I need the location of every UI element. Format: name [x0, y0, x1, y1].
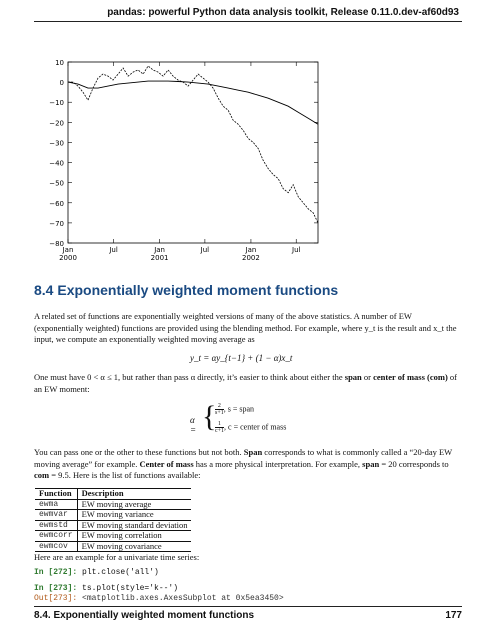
x-tick-label: Jul: [109, 246, 118, 254]
y-tick-label: 10: [55, 59, 64, 67]
function-description: EW moving standard deviation: [77, 520, 191, 531]
y-tick-label: −50: [49, 179, 64, 188]
code-output-273: [34, 594, 284, 603]
case-com: [215, 421, 286, 434]
term-com: com: [34, 470, 50, 480]
code-input-272: [34, 568, 159, 577]
output-text: <matplotlib.axes.AxesSubplot at 0x5ea3450>: [77, 594, 284, 603]
text: = 9.5. Here is the list of functions available:: [49, 470, 201, 480]
column-header: Description: [77, 489, 191, 500]
table-header-row: [35, 489, 191, 500]
y-tick-label: −40: [49, 159, 64, 168]
plot-frame: [68, 62, 318, 243]
y-tick-label: 0: [59, 79, 64, 88]
text: corresponds to what is commonly called a “20-day EW moving average” for example.: [34, 447, 453, 469]
code-text: plt.close('all'): [77, 568, 159, 577]
input-prompt: In [272]:: [34, 568, 78, 577]
section-title: 8.4 Exponentially weighted moment functions: [34, 282, 339, 298]
table-row: [35, 541, 191, 552]
term-span: span: [362, 458, 380, 469]
x-tick-label: 2002: [242, 254, 260, 262]
y-tick-label: −10: [49, 99, 64, 108]
text: has a more physical interpretation. For example,: [193, 458, 363, 469]
footer-section-name: 8.4. Exponentially weighted moment functions: [34, 610, 255, 621]
y-tick-label: −20: [49, 119, 64, 128]
term-com: center of mass (com): [373, 372, 448, 382]
table-row: [35, 510, 191, 521]
function-name: ewmcorr: [35, 531, 77, 542]
time-series-chart: [28, 54, 328, 269]
example-intro: Here are an example for a univariate time series:: [34, 552, 200, 562]
term-com: Center of mass: [139, 458, 194, 469]
x-tick-label: Jan: [154, 246, 165, 254]
x-tick-label: Jan: [245, 246, 257, 254]
case-span: [215, 403, 254, 416]
y-tick-label: −60: [49, 199, 64, 208]
y-tick-label: −70: [49, 219, 64, 228]
function-description: EW moving variance: [77, 510, 191, 521]
code-input-273: [34, 584, 178, 593]
fraction: $\frac{2}{s+1}$: [215, 403, 224, 416]
text: of an EW moment:: [34, 372, 458, 394]
fraction: $\frac{1}{c+1}$: [215, 421, 225, 434]
text: You can pass one or the other to these functions but not both.: [34, 447, 244, 457]
x-tick-label: Jul: [292, 246, 301, 254]
x-tick-label: 2000: [59, 254, 77, 262]
output-prompt: Out[273]:: [34, 594, 78, 603]
text: One must have 0 < α ≤ 1, but rather than pass α directly, it’s easier to think about either the: [34, 372, 345, 382]
text: or: [361, 372, 374, 382]
intro-paragraph: A related set of functions are exponentially weighted versions of many of the above statistics. A number of EW (exponentially weighted) functions are provided using the blending method. For example, where y_t is the result and x_t the input, we compute an exponentially weighted moving average as: [34, 311, 457, 344]
brace: {: [202, 400, 217, 433]
input-prompt: In [273]:: [34, 584, 78, 593]
function-name: ewma: [35, 499, 77, 510]
x-tick-label: Jan: [62, 246, 74, 254]
running-header: pandas: powerful Python data analysis toolkit, Release 0.11.0.dev-af60d93: [107, 7, 459, 18]
term-span: span: [344, 372, 362, 382]
table-row: [35, 520, 191, 531]
y-tick-label: −80: [49, 240, 64, 248]
text: = 20 corresponds to: [379, 458, 449, 469]
function-name: ewmvar: [35, 510, 77, 521]
function-name: ewmstd: [35, 520, 77, 531]
y-tick-label: −30: [49, 139, 64, 148]
function-description: EW moving covariance: [77, 541, 191, 552]
function-description: EW moving correlation: [77, 531, 191, 542]
function-description: EW moving average: [77, 499, 191, 510]
case-com-text: , c = center of mass: [224, 422, 287, 432]
header-rule: [34, 21, 462, 22]
table-row: [35, 531, 191, 542]
span-explanation-paragraph: [34, 447, 462, 482]
span-com-paragraph: [34, 372, 462, 395]
term-span: Span: [243, 447, 263, 457]
ewma-equation: y_t = αy_{t−1} + (1 − α)x_t: [190, 353, 293, 363]
function-name: ewmcov: [35, 541, 77, 552]
footer-rule: [34, 606, 462, 607]
x-tick-label: Jul: [200, 246, 210, 254]
functions-table: [35, 488, 191, 552]
case-span-text: , s = span: [223, 404, 255, 414]
column-header: Function: [35, 489, 77, 500]
code-text: ts.plot(style='k--'): [77, 584, 179, 593]
page-number: 177: [445, 610, 462, 621]
table-row: [35, 499, 191, 510]
x-tick-label: 2001: [150, 254, 169, 262]
alpha-symbol: α =: [190, 415, 197, 435]
